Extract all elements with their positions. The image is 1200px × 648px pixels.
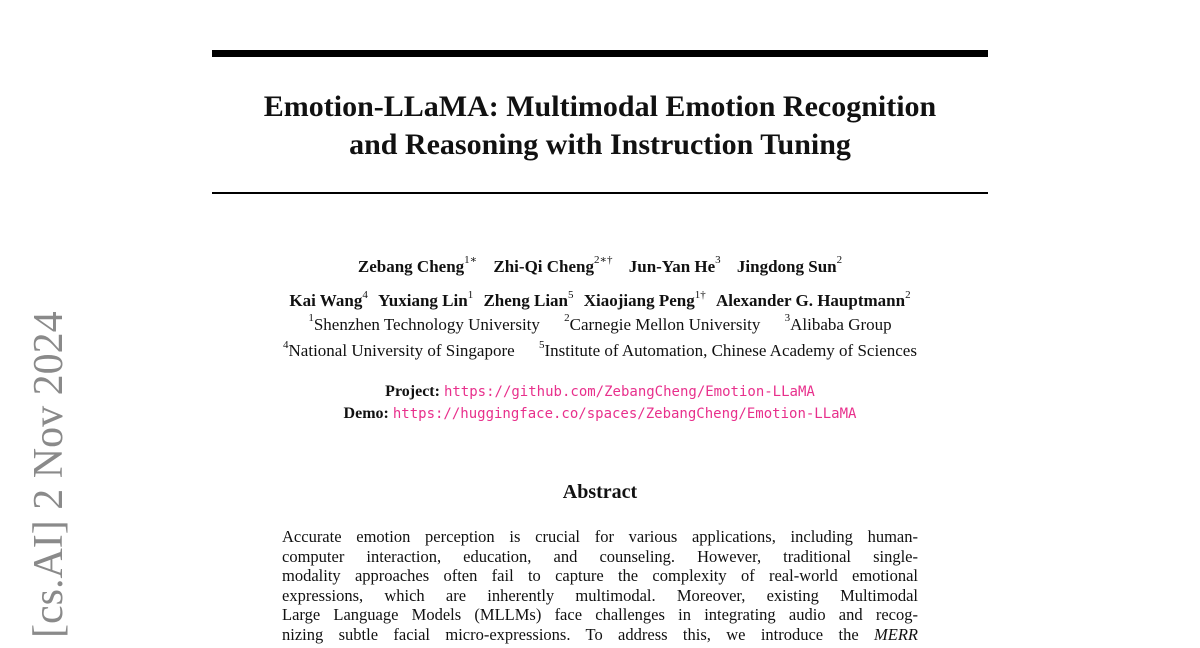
author [289,288,368,311]
author [716,288,911,311]
title-bottom-rule [212,192,988,194]
author-list [212,247,988,316]
abstract-heading: Abstract [562,481,638,503]
author-name: Xiaojiang Peng [583,291,695,311]
abstract-line-last [282,625,918,645]
author-mark: 1∗ [464,254,478,266]
abstract-line: Accurate emotion perception is crucial for various applications, including human- [282,527,918,546]
author-name: Zheng Lian [483,291,569,311]
affiliation [308,312,540,334]
author-name: Yuxiang Lin [378,291,468,311]
affiliation-line-1 [212,309,988,336]
author-name: Jingdong Sun [736,256,837,276]
abstract-line: computer interaction, education, and counseling. However, traditional single- [282,546,918,566]
affiliation-line-2 [212,336,988,363]
affiliation-name: Shenzhen Technology University [313,314,540,334]
author-name: Jun-Yan He [628,256,716,276]
author [628,254,721,276]
author [493,254,613,276]
author-mark: 2 [836,254,843,266]
arxiv-stamp: [cs.AI] 2 Nov 2024 [26,311,72,638]
author [483,288,574,311]
abstract-line: modality approaches often fail to capture the complexity of real-world emotional [282,566,918,586]
author [378,288,474,311]
author-mark: 1† [694,288,706,301]
abstract-body [282,527,918,645]
author-mark: 4 [362,288,368,301]
abstract-line-text: nizing subtle facial micro-expressions. To address this, we introduce the [282,624,875,644]
paper-title [212,88,988,164]
affiliation [538,338,917,361]
author-mark: 2∗† [594,254,613,266]
author-name: Zebang Cheng [357,256,465,276]
author-name: Alexander G. Hauptmann [716,291,906,311]
affiliation-name: Institute of Automation, Chinese Academy of Sciences [544,341,917,361]
affiliation-mark: 5 [538,338,545,351]
demo-link[interactable]: https://huggingface.co/spaces/ZebangCheng/Emotion-LLaMA [392,406,857,422]
affiliation-mark: 4 [283,338,289,351]
author [357,254,478,276]
title-line-1: Emotion-LLaMA: Multimodal Emotion Recognition [263,90,937,123]
author [736,254,843,276]
abstract-line: Large Language Models (MLLMs) face challenges in integrating audio and recog- [282,605,918,625]
title-top-rule [212,50,988,57]
affiliation [564,312,761,334]
author-mark: 3 [715,254,721,266]
affiliation [283,338,515,361]
author-name: Kai Wang [289,291,363,311]
author-name: Zhi-Qi Cheng [493,256,594,276]
author-line-1 [212,247,988,282]
affiliation-name: Carnegie Mellon University [569,314,761,334]
affiliation-name: National University of Singapore [288,341,515,361]
affiliation-name: Alibaba Group [790,314,892,334]
abstract-emphasis: MERR [874,624,918,644]
affiliation-mark: 2 [564,312,570,324]
title-line-2: and Reasoning with Instruction Tuning [349,128,851,161]
resource-links [212,381,988,425]
project-label: Project: [385,383,440,400]
affiliation [784,312,892,334]
affiliation-mark: 1 [308,312,314,324]
demo-link-line [212,403,988,425]
author [583,288,706,311]
project-link-line [212,381,988,403]
abstract-line: expressions, which are inherently multimodal. Moreover, existing Multimodal [282,585,918,605]
affiliation-list [212,309,988,362]
author-mark: 5 [568,288,574,301]
affiliation-mark: 3 [784,312,791,324]
author-mark: 1 [467,288,474,301]
author-mark: 2 [905,288,911,301]
project-link[interactable]: https://github.com/ZebangCheng/Emotion-LLaMA [443,384,815,400]
demo-label: Demo: [343,405,389,422]
